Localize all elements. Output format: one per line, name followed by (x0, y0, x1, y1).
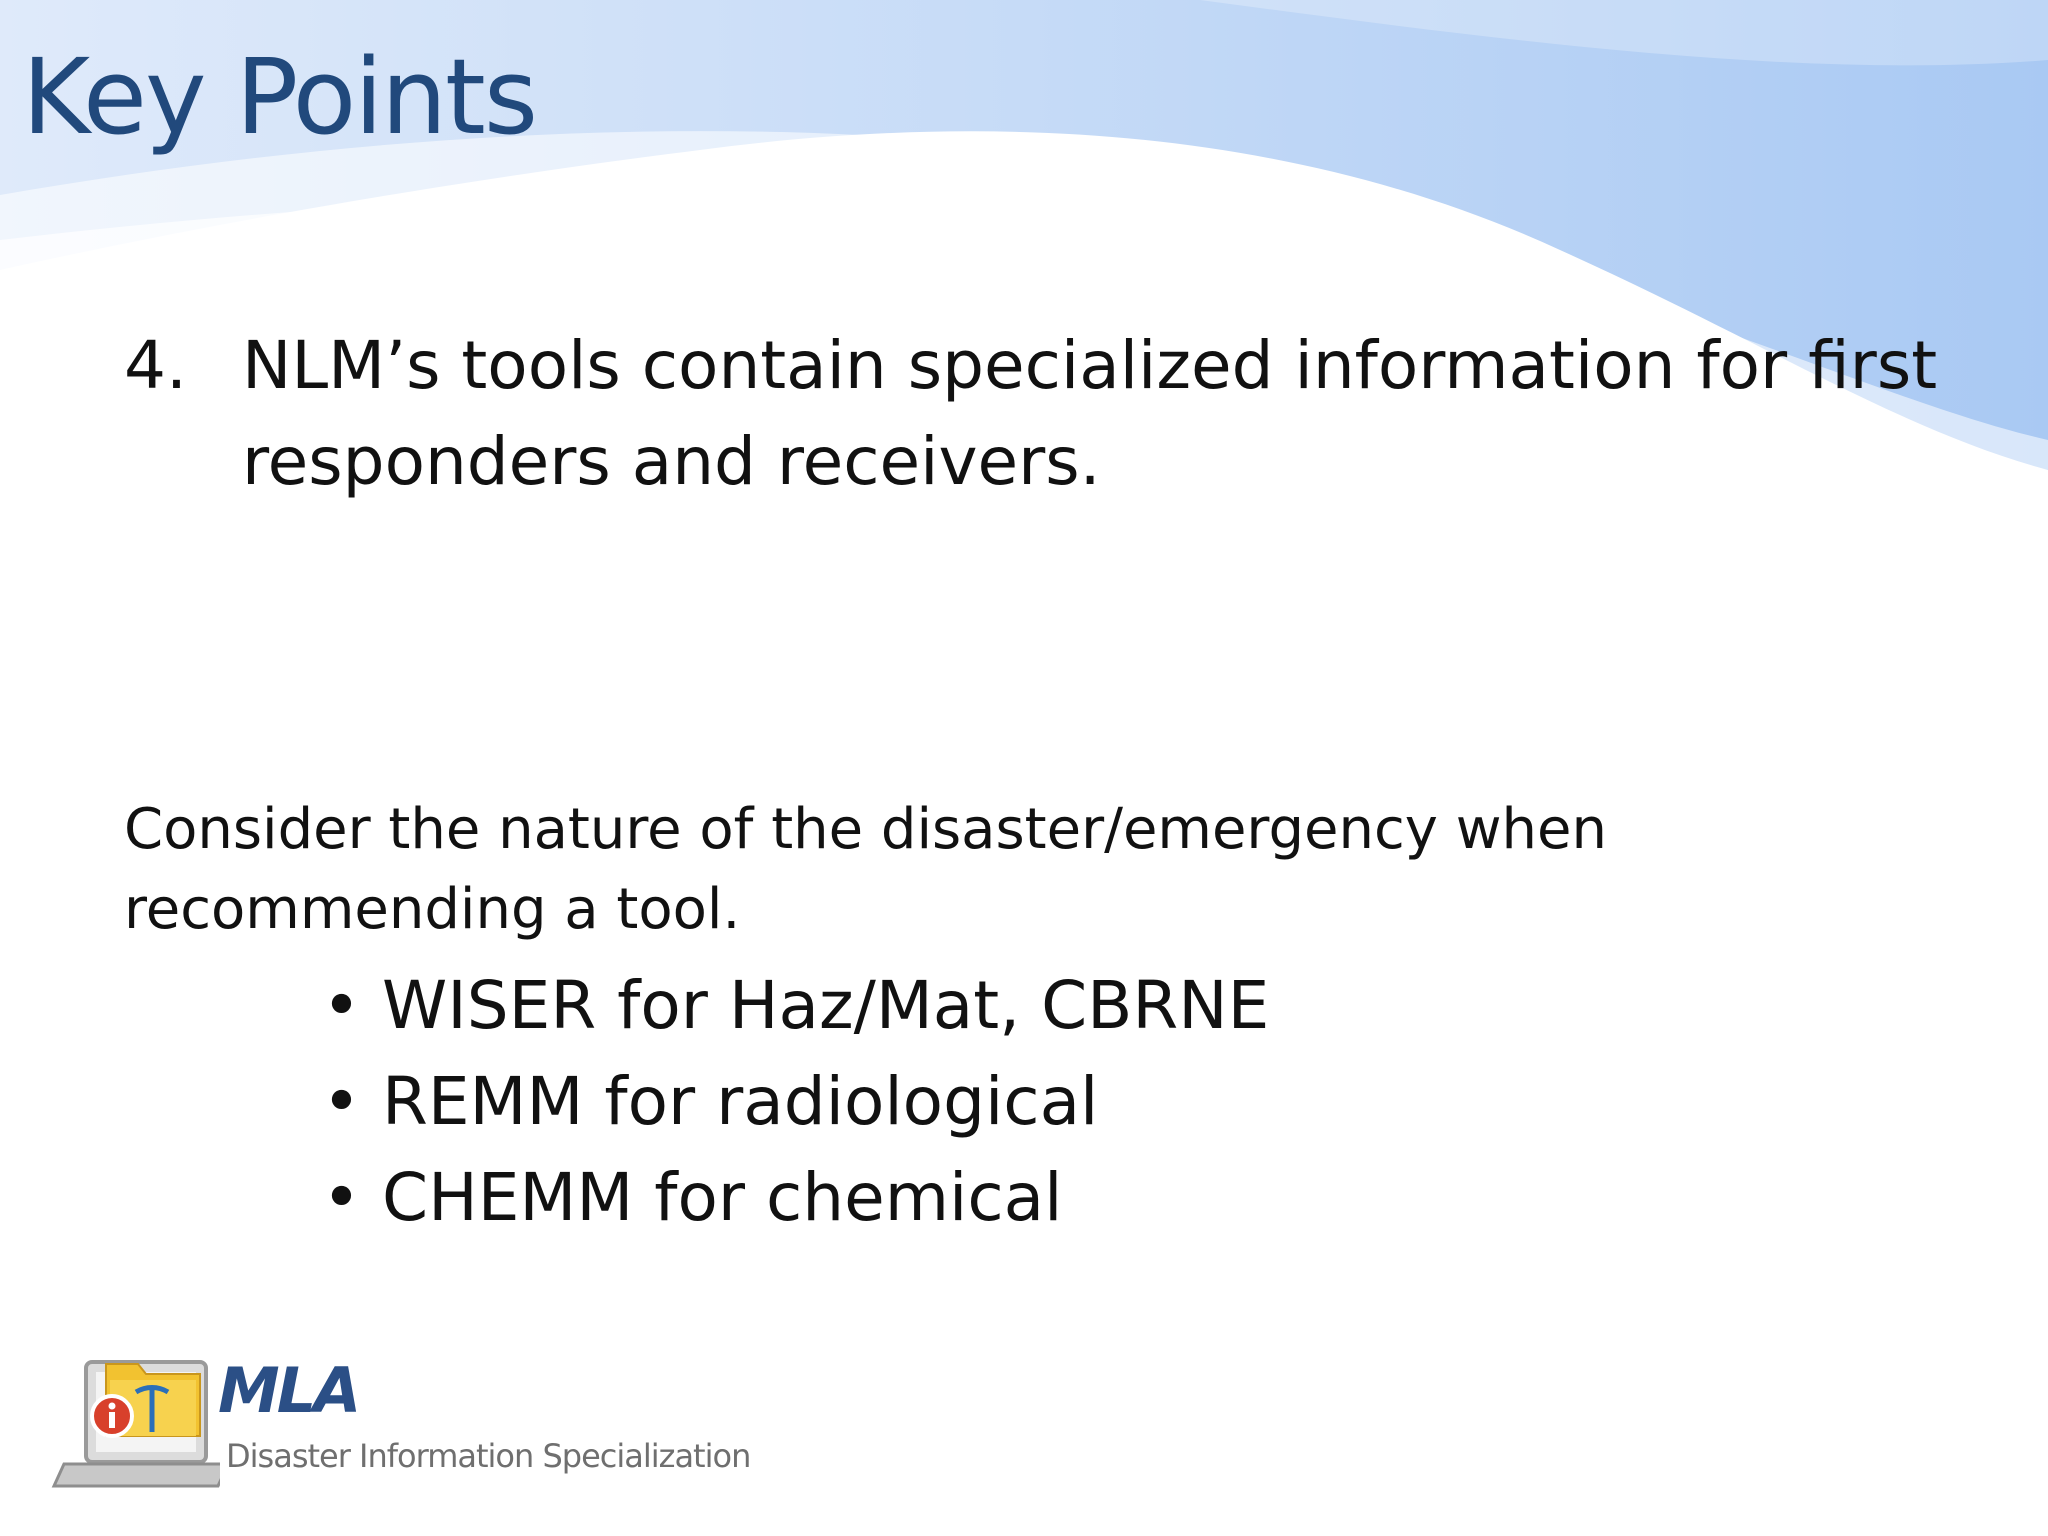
laptop-folder-icon (50, 1340, 220, 1505)
tool-label: REMM for radiological (382, 1063, 1099, 1140)
bullet-icon: • (322, 1063, 361, 1140)
tool-label: CHEMM for chemical (382, 1159, 1063, 1236)
logo-org-name: MLA (218, 1354, 359, 1427)
list-item (322, 1150, 1269, 1246)
consider-text: Consider the nature of the disaster/emergency when recommending a tool. (124, 797, 1607, 942)
bullet-icon: • (322, 1159, 361, 1236)
logo-tagline: Disaster Information Specialization (226, 1437, 751, 1475)
tool-label: WISER for Haz/Mat, CBRNE (382, 967, 1270, 1044)
point-text: NLM’s tools contain specialized information for first responders and receivers. (242, 327, 1938, 500)
list-item (322, 958, 1269, 1054)
mla-logo (50, 1340, 750, 1510)
point-number: 4. (124, 327, 187, 404)
numbered-point (124, 318, 2004, 510)
list-item (322, 1054, 1269, 1150)
bullet-icon: • (322, 967, 361, 1044)
tool-list (322, 958, 1269, 1246)
slide-title: Key Points (22, 36, 537, 158)
